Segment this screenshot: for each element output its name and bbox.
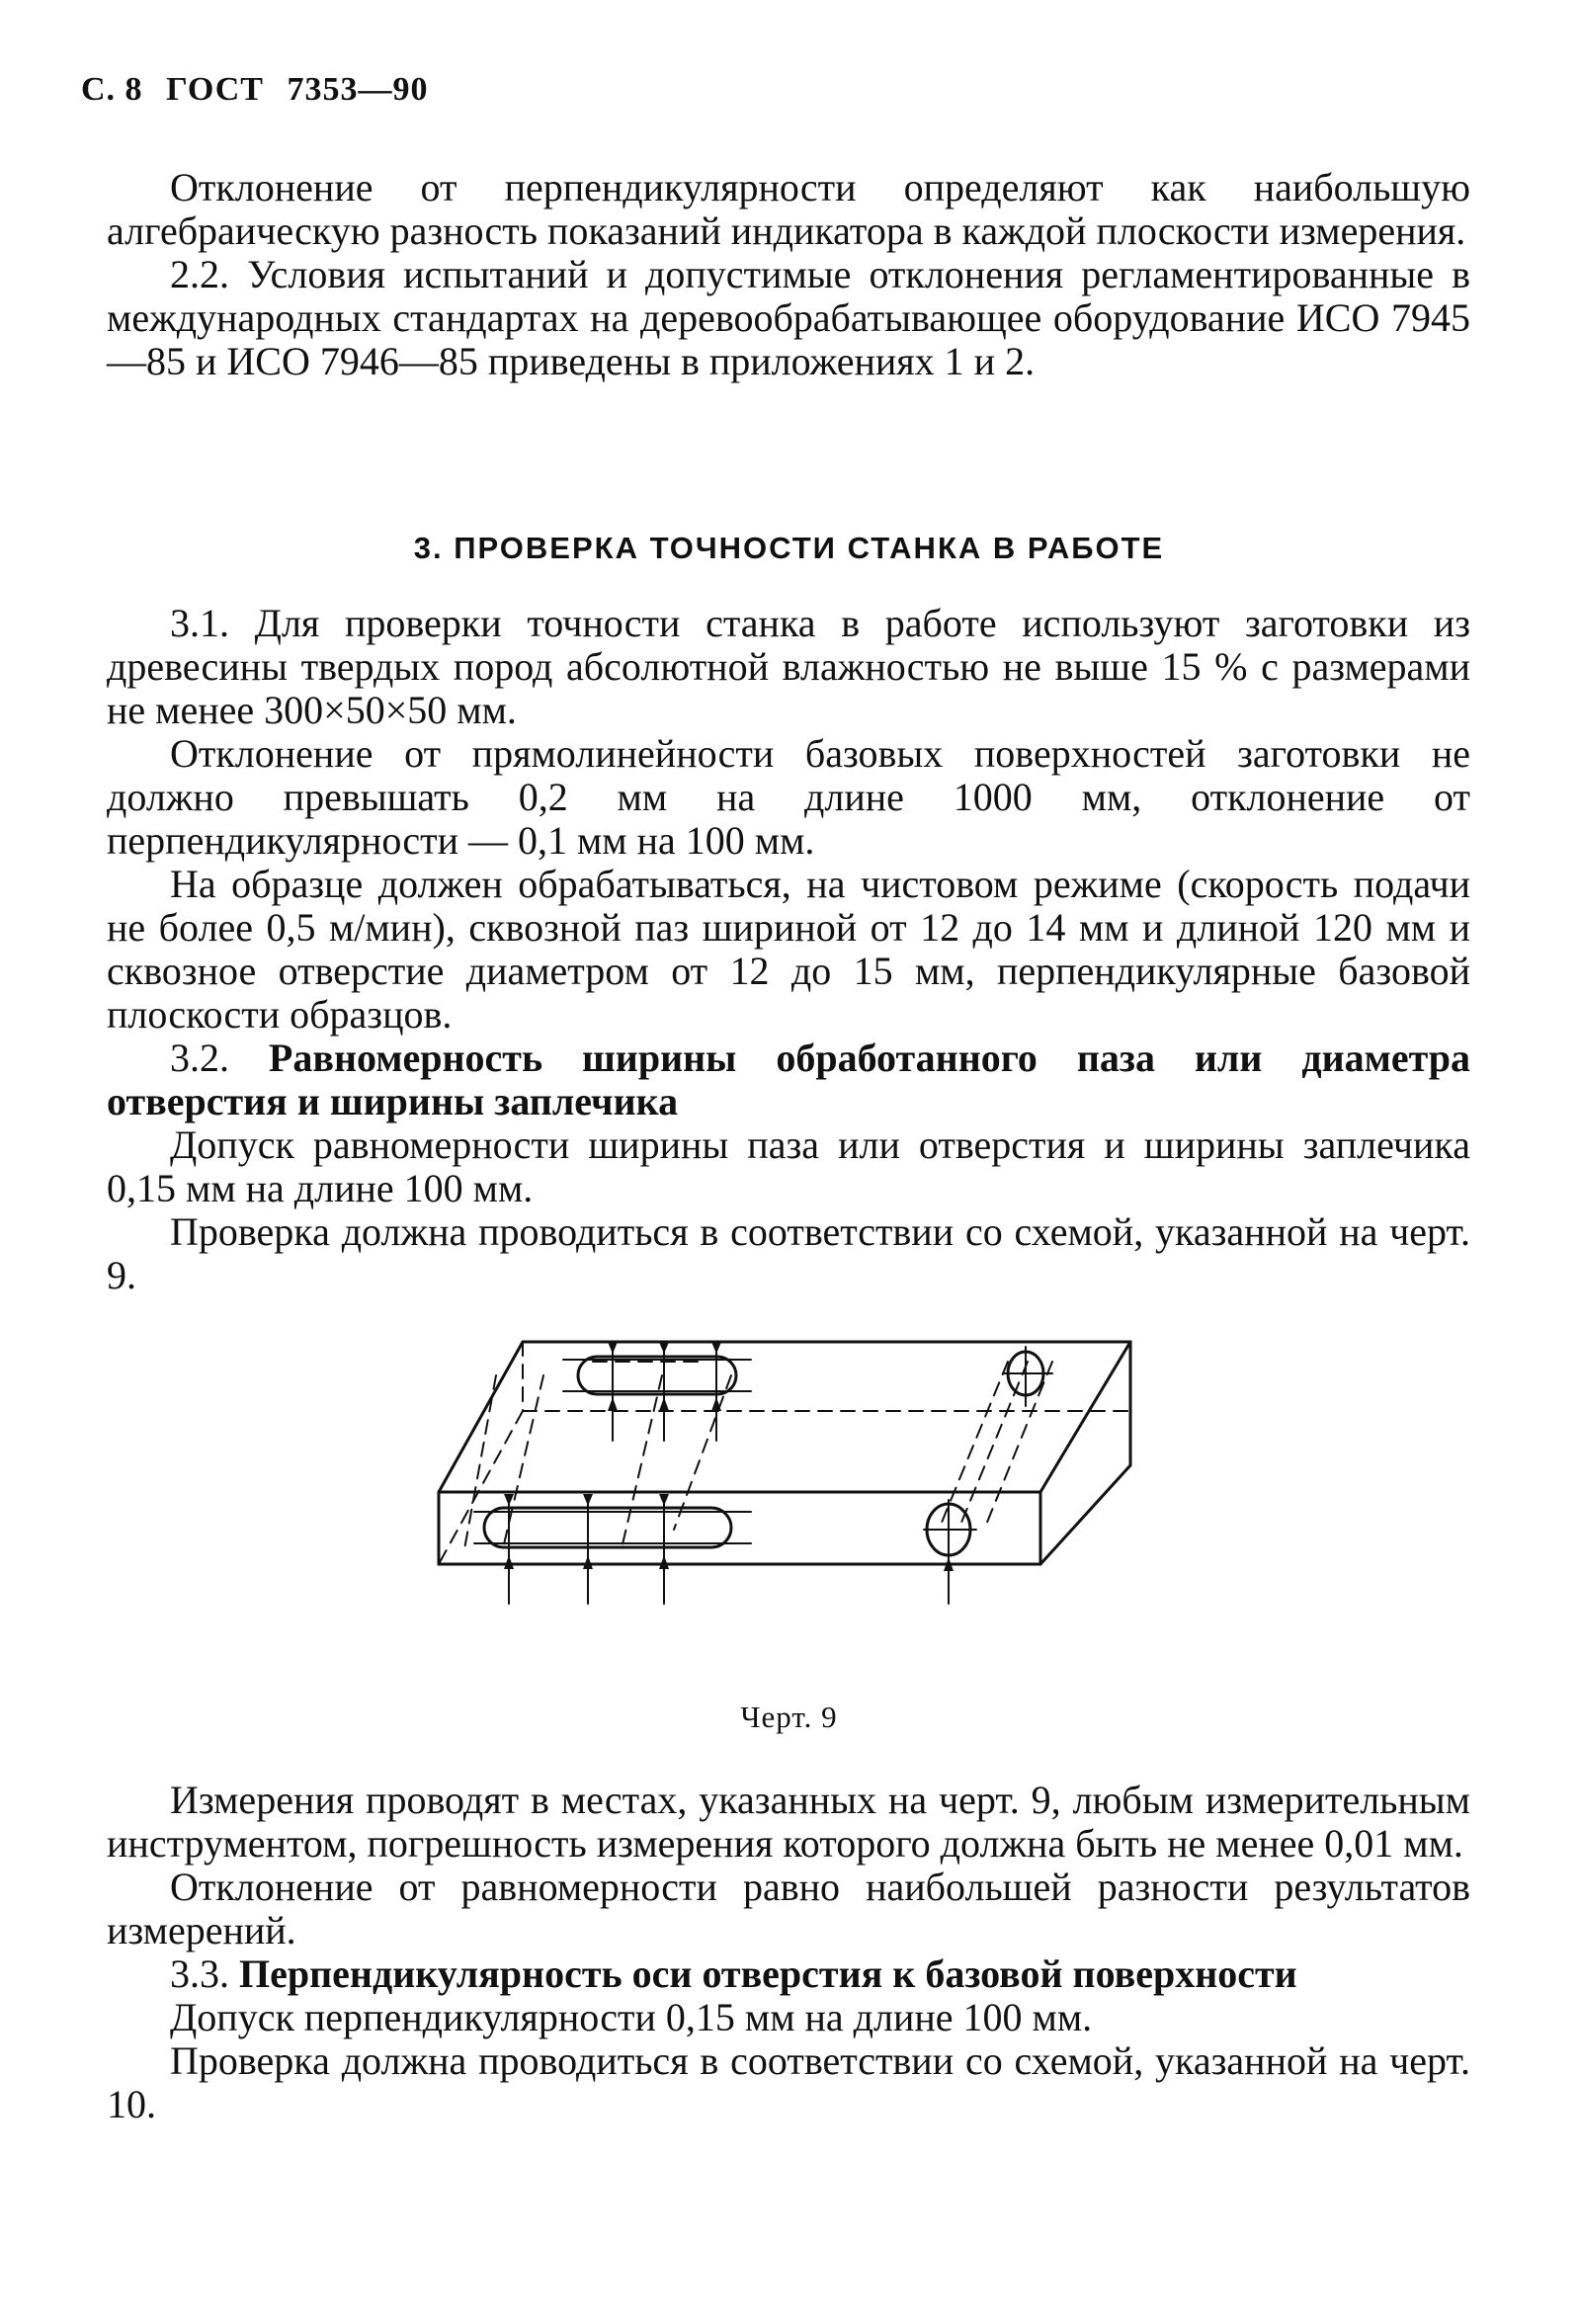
page-header — [81, 71, 442, 109]
clause-title: Равномерность ширины обработанного паза или диаметра отверстия и ширины заплечика — [107, 1036, 1470, 1123]
standard-label: ГОСТ — [166, 71, 264, 108]
paragraph-3-2 — [107, 1037, 1470, 1123]
paragraph: Измерения проводят в местах, указанных на черт. 9, любым измерительным инструментом, погрешность измерения которого должна быть не менее 0,01 мм. — [107, 1778, 1470, 1866]
paragraph: Допуск равномерности ширины паза или отверстия и ширины заплечика 0,15 мм на длине 100 мм. — [107, 1122, 1470, 1210]
text-block-2 — [107, 602, 1470, 1297]
paragraph: Отклонение от равномерности равно наибольшей разности результатов измерений. — [107, 1865, 1470, 1952]
paragraph: Проверка должна проводиться в соответствии со схемой, указанной на черт. 10. — [107, 2038, 1470, 2126]
clause-number: 3.3. — [170, 1951, 229, 1996]
standard-number: 7353—90 — [287, 71, 429, 108]
figure-caption: Черт. 9 — [740, 1700, 838, 1734]
text-block-3 — [107, 1779, 1470, 2126]
paragraph: На образце должен обрабатываться, на чистовом режиме (скорость подачи не более 0,5 м/мин), сквозной паз шириной от 12 до 14 мм и длиной 120 мм и сквозное отверстие диаметром от 12 до 15 мм, перпендикулярные базовой плоскости образцов. — [107, 862, 1470, 1037]
paragraph: Проверка должна проводиться в соответствии со схемой, указанной на черт. 9. — [107, 1209, 1470, 1297]
paragraph-3-3 — [107, 1952, 1470, 1996]
paragraph: Отклонение от перпендикулярности определяют как наибольшую алгебраическую разность показаний индикатора в каждой плоскости измерения. — [107, 165, 1470, 253]
drawing-9-figure — [435, 1332, 1146, 1678]
text-block-1 — [107, 166, 1470, 383]
paragraph: Отклонение от прямолинейности базовых поверхностей заготовки не должно превышать 0,2 мм на длине 1000 мм, отклонение от перпендикулярности — 0,1 мм на 100 мм. — [107, 731, 1470, 863]
section-3-heading: 3. ПРОВЕРКА ТОЧНОСТИ СТАНКА В РАБОТЕ — [413, 531, 1165, 565]
page-number: С. 8 — [81, 71, 143, 108]
paragraph: Допуск перпендикулярности 0,15 мм на длине 100 мм. — [170, 1995, 1093, 2039]
paragraph-2-2: 2.2. Условия испытаний и допустимые отклонения регламентированные в международных стандартах на деревообрабатывающее оборудование ИСО 7945—85 и ИСО 7946—85 приведены в приложениях 1 и 2. — [107, 252, 1470, 383]
clause-title: Перпендикулярность оси отверстия к базовой поверхности — [239, 1951, 1297, 1996]
paragraph-3-1: 3.1. Для проверки точности станка в работе используют заготовки из древесины твердых пород абсолютной влажностью не выше 15 % с размерами не менее 300×50×50 мм. — [107, 601, 1470, 732]
clause-number: 3.2. — [170, 1036, 229, 1080]
